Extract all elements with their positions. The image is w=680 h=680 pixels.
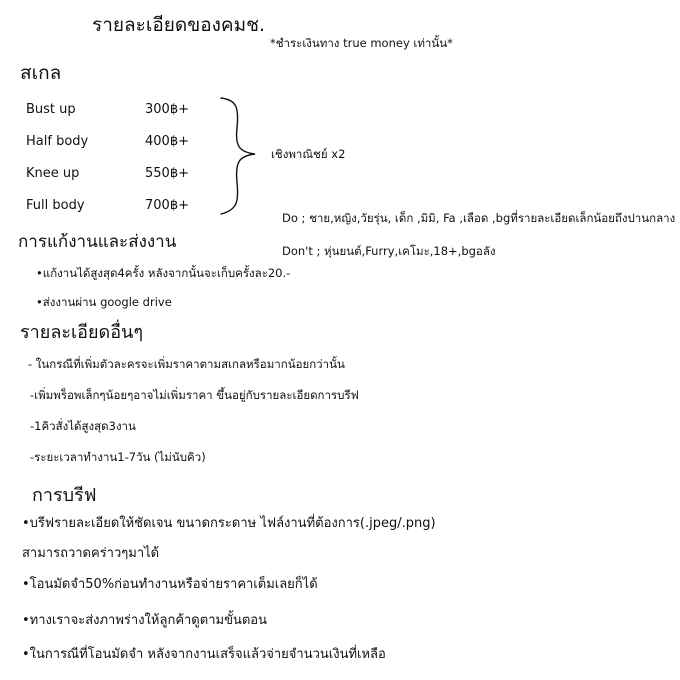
other-item: -เพิ่มพร็อพเล็กๆน้อยๆอาจไม่เพิ่มราคา ขึ้นอยู่กับรายละเอียดการบรีฟ	[30, 388, 359, 402]
other-item: -ระยะเวลาทำงาน1-7วัน (ไม่นับคิว)	[30, 450, 206, 464]
dont-list: Don't ; หุ่นยนต์,Furry,เคโมะ,18+,bgอลัง	[282, 244, 496, 258]
do-list: Do ; ชาย,หญิง,วัยรุ่น, เด็ก ,มิมิ, Fa ,เลือด ,bgที่รายละเอียดเล็กน้อยถึงปานกลาง	[282, 211, 676, 225]
brief-item: •โอนมัดจำ50%ก่อนทำงานหรือจ่ายราคาเต็มเลยก็ได้	[22, 577, 318, 592]
delivery-item: •ส่งงานผ่าน google drive	[36, 295, 172, 309]
page-title: รายละเอียดของคมช.	[92, 14, 266, 36]
brief-item: •ทางเราจะส่งภาพร่างให้ลูกค้าดูตามขั้นตอน	[22, 613, 267, 628]
scale-price-half-body: 400฿+	[145, 134, 189, 149]
brief-item: สามารถวาดคร่าวๆมาได้	[22, 546, 160, 561]
other-heading: รายละเอียดอื่นๆ	[20, 322, 144, 343]
revisions-item: •แก้งานได้สูงสุด4ครั้ง หลังจากนั้นจะเก็บครั้งละ20.-	[36, 266, 291, 280]
scale-price-full-body: 700฿+	[145, 198, 189, 213]
scale-label-half-body: Half body	[26, 134, 89, 149]
scale-heading: สเกล	[20, 62, 62, 84]
other-item: -1คิวสั่งได้สูงสุด3งาน	[30, 419, 136, 433]
brief-heading: การบรีฟ	[32, 485, 97, 506]
brief-item: •ในการณีที่โอนมัดจำ หลังจากงานเสร็จแล้วจ่ายจำนวนเงินที่เหลือ	[22, 647, 386, 662]
curly-brace-icon	[215, 96, 265, 216]
scale-label-knee-up: Knee up	[26, 166, 80, 181]
brief-item: •บรีฟรายละเอียดให้ชัดเจน ขนาดกระดาษ ไฟล์งานที่ต้องการ(.jpeg/.png)	[22, 516, 436, 531]
scale-price-bust-up: 300฿+	[145, 102, 189, 117]
commercial-multiplier: เชิงพาณิชย์ x2	[271, 147, 346, 161]
scale-price-knee-up: 550฿+	[145, 166, 189, 181]
other-item: - ในกรณีที่เพิ่มตัวละครจะเพิ่มราคาตามสเกลหรือมากน้อยกว่านั้น	[28, 357, 345, 371]
scale-label-bust-up: Bust up	[26, 102, 76, 117]
payment-note: *ชำระเงินทาง true money เท่านั้น*	[270, 36, 453, 50]
revisions-heading: การแก้งานและส่งงาน	[18, 232, 177, 252]
scale-label-full-body: Full body	[26, 198, 85, 213]
